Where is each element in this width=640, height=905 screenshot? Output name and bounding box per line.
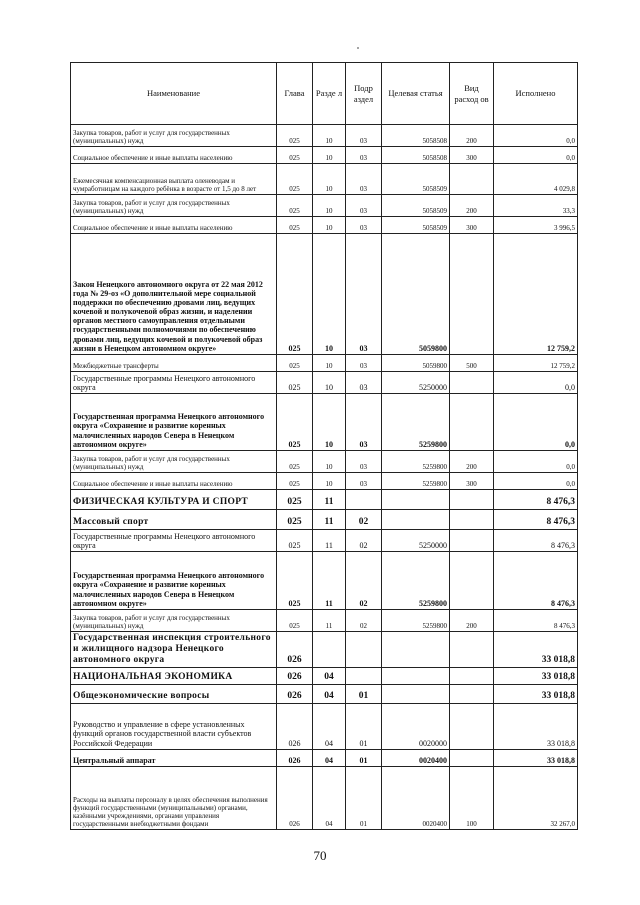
row-ispolneno-cell: 12 759,2 [494,355,578,372]
header-ispolneno: Исполнено [494,63,578,125]
table-row [71,355,578,372]
table-header-row [71,63,578,125]
row-glava-cell: 025 [277,195,313,217]
row-name-cell: ФИЗИЧЕСКАЯ КУЛЬТУРА И СПОРТ [71,490,277,510]
table-body [71,125,578,830]
row-razdel-cell: 11 [313,610,346,632]
row-glava-cell: 025 [277,164,313,195]
row-statya-cell: 5058508 [382,125,450,147]
row-ispolneno-cell: 8 476,3 [494,552,578,610]
row-vid-cell [450,552,494,610]
row-glava-cell: 025 [277,473,313,490]
table-row [71,766,578,829]
row-vid-cell: 100 [450,766,494,829]
row-statya-cell: 5259800 [382,394,450,451]
row-vid-cell [450,394,494,451]
row-vid-cell [450,234,494,355]
row-podrazdel-cell: 02 [346,510,382,530]
row-name-cell: Закон Ненецкого автономного округа от 22 мая 2012 года № 29-оз «О дополнительной мере социальной поддержки по обеспечению дровами лиц, ведущих кочевой и полукочевой образ жизни, и наделении органов местного самоуправления отдельными государственными полномочиями по обеспечению дровами лиц, ведущих кочевой и полукочевой образ жизни в Ненецком автономном округе» [71,234,277,355]
row-podrazdel-cell: 03 [346,473,382,490]
row-vid-cell: 200 [450,195,494,217]
row-razdel-cell: 04 [313,703,346,749]
row-vid-cell: 300 [450,147,494,164]
row-statya-cell [382,684,450,703]
row-podrazdel-cell: 01 [346,766,382,829]
row-glava-cell: 025 [277,372,313,394]
row-razdel-cell: 10 [313,451,346,473]
row-podrazdel-cell [346,490,382,510]
table-row [71,552,578,610]
row-glava-cell: 026 [277,632,313,668]
row-glava-cell: 026 [277,703,313,749]
page-number: 70 [313,848,327,863]
row-vid-cell: 300 [450,217,494,234]
table-row [71,234,578,355]
row-ispolneno-cell: 0,0 [494,451,578,473]
row-glava-cell: 025 [277,394,313,451]
row-vid-cell [450,490,494,510]
row-statya-cell: 0020400 [382,749,450,766]
row-glava-cell: 025 [277,490,313,510]
table-row [71,684,578,703]
row-ispolneno-cell: 3 996,5 [494,217,578,234]
row-ispolneno-cell: 0,0 [494,125,578,147]
row-glava-cell: 025 [277,610,313,632]
row-name-cell: Государственная программа Ненецкого автономного округа «Сохранение и развитие коренных малочисленных народов Севера в Ненецком автономном округе» [71,394,277,451]
table-row [71,703,578,749]
row-razdel-cell: 10 [313,164,346,195]
row-ispolneno-cell: 33 018,8 [494,703,578,749]
row-glava-cell: 025 [277,355,313,372]
row-name-cell: Социальное обеспечение и иные выплаты населению [71,473,277,490]
header-podrazdel: Подр аздел [346,63,382,125]
row-statya-cell: 5250000 [382,372,450,394]
row-razdel-cell: 04 [313,667,346,684]
row-name-cell: Межбюджетные трансферты [71,355,277,372]
table-row [71,147,578,164]
row-statya-cell: 0020400 [382,766,450,829]
row-ispolneno-cell: 32 267,0 [494,766,578,829]
row-podrazdel-cell: 03 [346,164,382,195]
row-name-cell: Закупка товаров, работ и услуг для государственных (муниципальных) нужд [71,125,277,147]
row-ispolneno-cell: 4 029,8 [494,164,578,195]
row-podrazdel-cell [346,632,382,668]
row-podrazdel-cell: 03 [346,372,382,394]
row-glava-cell: 026 [277,667,313,684]
row-glava-cell: 025 [277,125,313,147]
row-razdel-cell: 11 [313,552,346,610]
row-ispolneno-cell: 33 018,8 [494,667,578,684]
row-statya-cell: 0020000 [382,703,450,749]
row-name-cell: Ежемесячная компенсационная выплата оленеводам и чумработницам на каждого ребёнка в возрасте от 1,5 до 8 лет [71,164,277,195]
row-name-cell: Государственные программы Ненецкого автономного округа [71,372,277,394]
table-row [71,632,578,668]
row-name-cell: Государственная программа Ненецкого автономного округа «Сохранение и развитие коренных малочисленных народов Севера в Ненецком автономном округе» [71,552,277,610]
row-vid-cell: 200 [450,610,494,632]
table-row [71,510,578,530]
row-ispolneno-cell: 12 759,2 [494,234,578,355]
table-row [71,125,578,147]
row-razdel-cell: 10 [313,125,346,147]
row-ispolneno-cell: 8 476,3 [494,530,578,552]
header-glava: Глава [277,63,313,125]
row-statya-cell: 5059800 [382,355,450,372]
row-glava-cell: 025 [277,510,313,530]
row-name-cell: Закупка товаров, работ и услуг для государственных (муниципальных) нужд [71,451,277,473]
row-statya-cell: 5259800 [382,451,450,473]
row-ispolneno-cell: 0,0 [494,372,578,394]
row-podrazdel-cell: 02 [346,610,382,632]
row-podrazdel-cell: 01 [346,749,382,766]
row-vid-cell [450,530,494,552]
row-podrazdel-cell: 03 [346,217,382,234]
row-podrazdel-cell: 02 [346,552,382,610]
table-row [71,610,578,632]
table-row [71,451,578,473]
table-row [71,490,578,510]
table-row [71,530,578,552]
table-row [71,217,578,234]
row-ispolneno-cell: 0,0 [494,394,578,451]
row-podrazdel-cell: 03 [346,195,382,217]
row-vid-cell [450,667,494,684]
row-razdel-cell: 11 [313,510,346,530]
row-glava-cell: 025 [277,234,313,355]
scan-speck [357,47,359,49]
row-podrazdel-cell: 03 [346,234,382,355]
header-statya: Целевая статья [382,63,450,125]
row-ispolneno-cell: 33,3 [494,195,578,217]
row-razdel-cell: 10 [313,372,346,394]
row-vid-cell [450,684,494,703]
row-statya-cell: 5059800 [382,234,450,355]
table-row [71,164,578,195]
row-podrazdel-cell: 03 [346,355,382,372]
row-podrazdel-cell: 01 [346,684,382,703]
row-razdel-cell: 10 [313,394,346,451]
row-podrazdel-cell [346,667,382,684]
table-row [71,749,578,766]
row-glava-cell: 026 [277,749,313,766]
row-glava-cell: 025 [277,217,313,234]
row-ispolneno-cell: 33 018,8 [494,684,578,703]
row-statya-cell [382,490,450,510]
row-razdel-cell: 10 [313,234,346,355]
row-ispolneno-cell: 33 018,8 [494,749,578,766]
row-razdel-cell: 11 [313,530,346,552]
row-vid-cell [450,510,494,530]
row-razdel-cell: 10 [313,147,346,164]
row-podrazdel-cell: 03 [346,147,382,164]
row-razdel-cell: 10 [313,355,346,372]
row-statya-cell: 5250000 [382,530,450,552]
header-name: Наименование [71,63,277,125]
row-glava-cell: 026 [277,766,313,829]
row-glava-cell: 025 [277,451,313,473]
row-name-cell: Закупка товаров, работ и услуг для государственных (муниципальных) нужд [71,195,277,217]
row-razdel-cell: 10 [313,473,346,490]
row-podrazdel-cell: 03 [346,394,382,451]
row-ispolneno-cell: 0,0 [494,473,578,490]
row-name-cell: Государственная инспекция строительного и жилищного надзора Ненецкого автономного округа [71,632,277,668]
row-vid-cell [450,164,494,195]
row-vid-cell [450,372,494,394]
row-vid-cell: 200 [450,451,494,473]
row-name-cell: Социальное обеспечение и иные выплаты населению [71,217,277,234]
row-razdel-cell: 04 [313,766,346,829]
row-glava-cell: 025 [277,552,313,610]
row-statya-cell: 5058509 [382,164,450,195]
row-name-cell: Государственные программы Ненецкого автономного округа [71,530,277,552]
row-name-cell: Социальное обеспечение и иные выплаты населению [71,147,277,164]
row-statya-cell [382,667,450,684]
row-ispolneno-cell: 0,0 [494,147,578,164]
header-razdel: Разде л [313,63,346,125]
row-ispolneno-cell: 8 476,3 [494,490,578,510]
row-glava-cell: 025 [277,147,313,164]
table-row [71,394,578,451]
row-ispolneno-cell: 8 476,3 [494,510,578,530]
row-ispolneno-cell: 33 018,8 [494,632,578,668]
row-name-cell: НАЦИОНАЛЬНАЯ ЭКОНОМИКА [71,667,277,684]
row-glava-cell: 025 [277,530,313,552]
row-vid-cell [450,632,494,668]
row-razdel-cell: 11 [313,490,346,510]
row-podrazdel-cell: 01 [346,703,382,749]
row-vid-cell [450,703,494,749]
budget-table [70,62,578,830]
row-razdel-cell: 04 [313,684,346,703]
row-statya-cell: 5058508 [382,147,450,164]
row-statya-cell: 5058509 [382,217,450,234]
row-name-cell: Общеэкономические вопросы [71,684,277,703]
row-razdel-cell: 10 [313,195,346,217]
row-podrazdel-cell: 03 [346,125,382,147]
table-row [71,372,578,394]
row-vid-cell: 500 [450,355,494,372]
row-statya-cell [382,632,450,668]
row-ispolneno-cell: 8 476,3 [494,610,578,632]
header-vid: Вид расход ов [450,63,494,125]
row-statya-cell [382,510,450,530]
row-podrazdel-cell: 03 [346,451,382,473]
row-name-cell: Закупка товаров, работ и услуг для государственных (муниципальных) нужд [71,610,277,632]
row-statya-cell: 5058509 [382,195,450,217]
row-name-cell: Центральный аппарат [71,749,277,766]
row-vid-cell [450,749,494,766]
row-vid-cell: 200 [450,125,494,147]
row-name-cell: Руководство и управление в сфере установленных функций органов государственной власти субъектов Российской Федерации [71,703,277,749]
row-razdel-cell: 10 [313,217,346,234]
row-vid-cell: 300 [450,473,494,490]
row-name-cell: Расходы на выплаты персоналу в целях обеспечения выполнения функций государственными (муниципальными) органами, казёнными учреждениями, органами управления государственными внебюджетными фондами [71,766,277,829]
table-row [71,195,578,217]
row-statya-cell: 5259800 [382,473,450,490]
row-razdel-cell: 04 [313,749,346,766]
table-row [71,667,578,684]
table-row [71,473,578,490]
row-podrazdel-cell: 02 [346,530,382,552]
row-name-cell: Массовый спорт [71,510,277,530]
row-glava-cell: 026 [277,684,313,703]
row-razdel-cell [313,632,346,668]
row-statya-cell: 5259800 [382,610,450,632]
row-statya-cell: 5259800 [382,552,450,610]
